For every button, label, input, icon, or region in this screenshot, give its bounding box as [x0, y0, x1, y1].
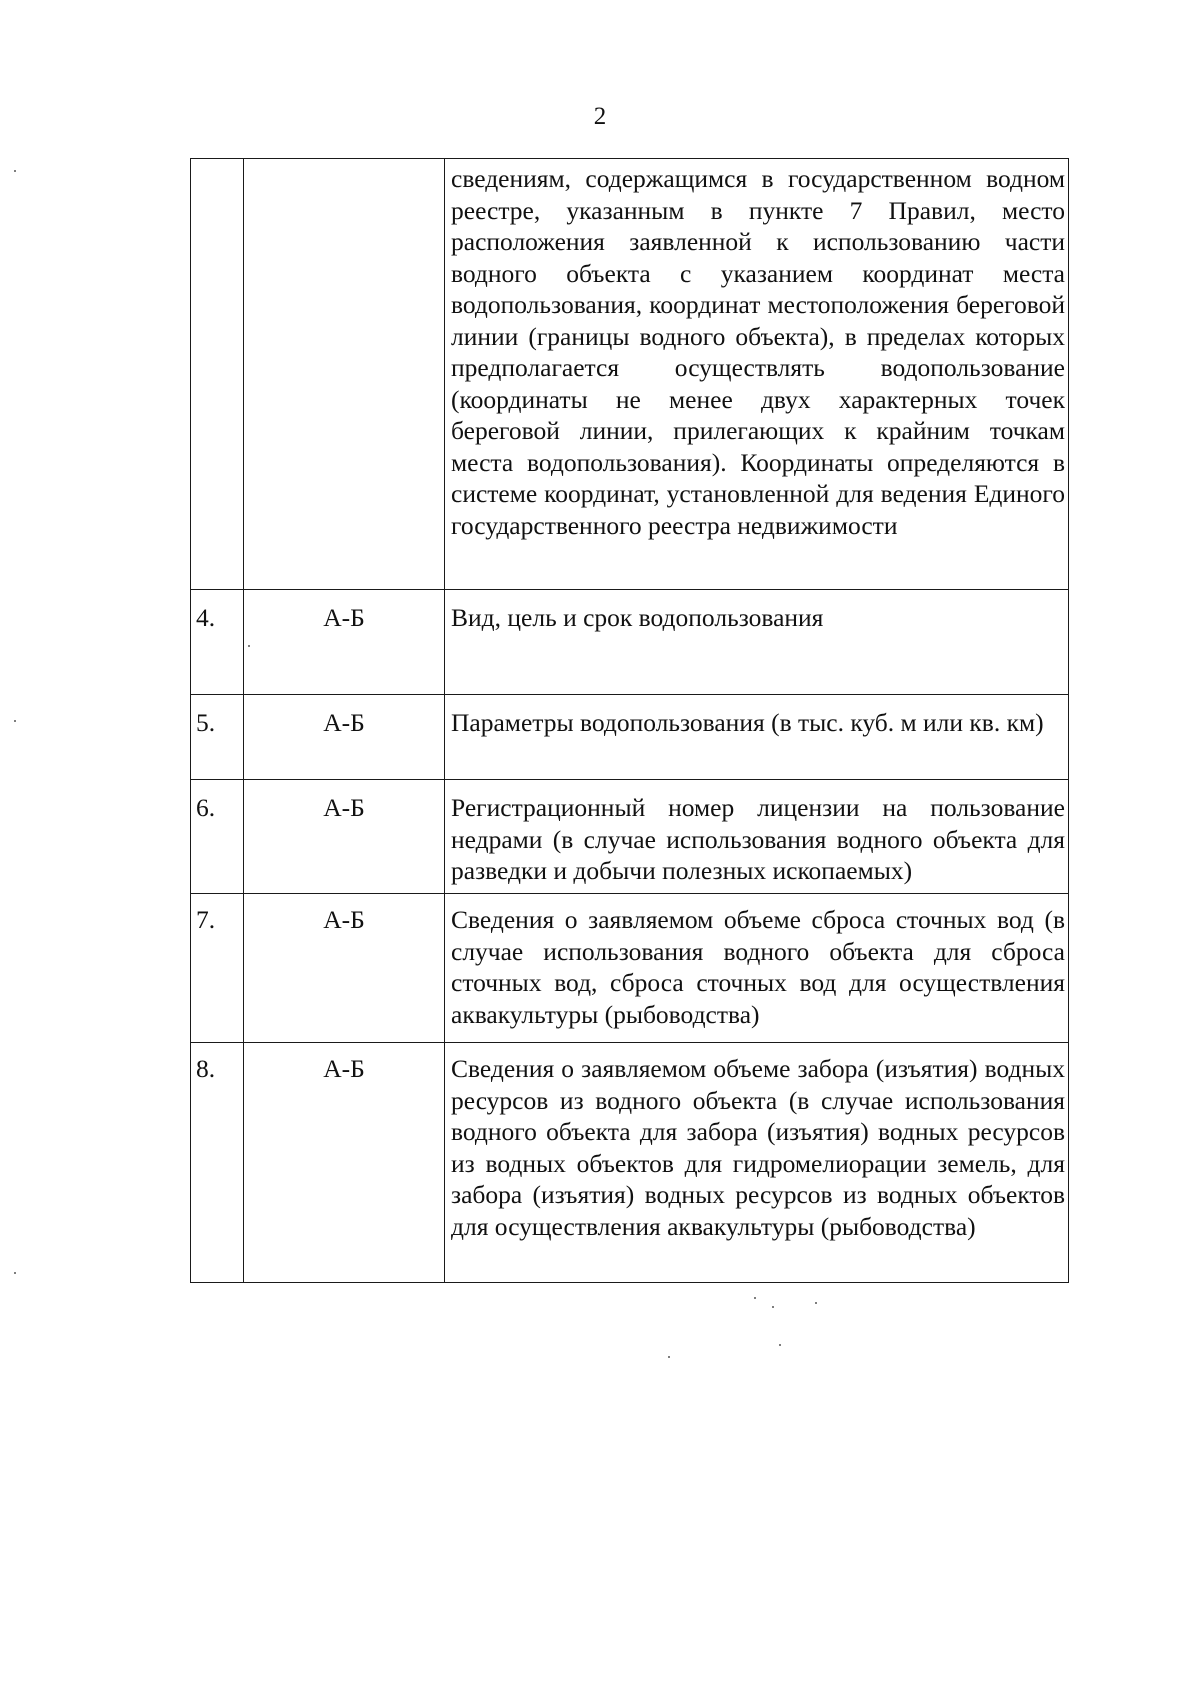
row-number: 5. [196, 708, 216, 737]
table-row [191, 780, 1069, 894]
row-code-cell [244, 695, 445, 780]
row-description: сведениям, содержащимся в государственном водном реестре, указанным в пункте 7 Правил, место расположения заявленной к использованию части водного объекта с указанием координат места водопользования, координат местоположения береговой линии (границы водного объекта), в пределах которых предполагается осуществлять водопользование (координаты не менее двух характерных точек береговой линии, прилегающих к крайним точкам места водопользования). Координаты определяются в системе координат, установленной для ведения Единого государственного реестра недвижимости [451, 164, 1065, 540]
row-description: Вид, цель и срок водопользования [451, 603, 824, 632]
row-code-cell [244, 159, 445, 590]
row-number [196, 159, 243, 167]
row-code: А-Б [323, 603, 365, 632]
table-row [191, 1043, 1069, 1283]
row-code [244, 159, 444, 167]
row-description-cell [445, 894, 1069, 1043]
scan-speck [779, 1344, 781, 1346]
table-row [191, 159, 1069, 590]
row-description: Регистрационный номер лицензии на пользование недрами (в случае использования водного объекта для разведки и добычи полезных ископаемых) [451, 793, 1065, 885]
row-code: А-Б [323, 905, 365, 934]
scan-speck [14, 1272, 16, 1274]
table-row [191, 695, 1069, 780]
row-description: Параметры водопользования (в тыс. куб. м или кв. км) [451, 708, 1044, 737]
row-code-cell [244, 1043, 445, 1283]
row-number-cell [191, 159, 244, 590]
table-row [191, 590, 1069, 695]
row-number-cell [191, 780, 244, 894]
scan-speck [754, 1297, 756, 1299]
scan-speck [772, 1306, 774, 1308]
row-code-cell [244, 780, 445, 894]
requirements-table [190, 158, 1069, 1283]
row-number-cell [191, 695, 244, 780]
row-code: А-Б [323, 708, 365, 737]
row-code-cell [244, 590, 445, 695]
row-number-cell [191, 590, 244, 695]
row-number: 8. [196, 1054, 216, 1083]
row-number: 4. [196, 603, 216, 632]
row-code-cell [244, 894, 445, 1043]
row-description: Сведения о заявляемом объеме забора (изъятия) водных ресурсов из водного объекта (в случае использования водного объекта для забора (изъятия) водных ресурсов из водных объектов для гидромелиорации земель, для забора (изъятия) водных ресурсов из водных объектов для осуществления аквакультуры (рыбоводства) [451, 1054, 1065, 1241]
row-description-cell [445, 590, 1069, 695]
row-description: Сведения о заявляемом объеме сброса сточных вод (в случае использования водного объекта для сброса сточных вод, сброса сточных вод для осуществления аквакультуры (рыбоводства) [451, 905, 1065, 1029]
row-code: А-Б [323, 1054, 365, 1083]
row-number-cell [191, 894, 244, 1043]
scan-speck [668, 1356, 670, 1358]
row-description-cell [445, 159, 1069, 590]
row-code: А-Б [323, 793, 365, 822]
scan-speck [815, 1302, 817, 1304]
scan-speck [14, 170, 16, 172]
scan-speck [248, 645, 250, 647]
row-number: 6. [196, 793, 216, 822]
row-description-cell [445, 780, 1069, 894]
row-description-cell [445, 695, 1069, 780]
row-number: 7. [196, 905, 216, 934]
scan-speck [14, 720, 16, 722]
row-description-cell [445, 1043, 1069, 1283]
row-number-cell [191, 1043, 244, 1283]
page-number: 2 [593, 103, 607, 130]
table-row [191, 894, 1069, 1043]
